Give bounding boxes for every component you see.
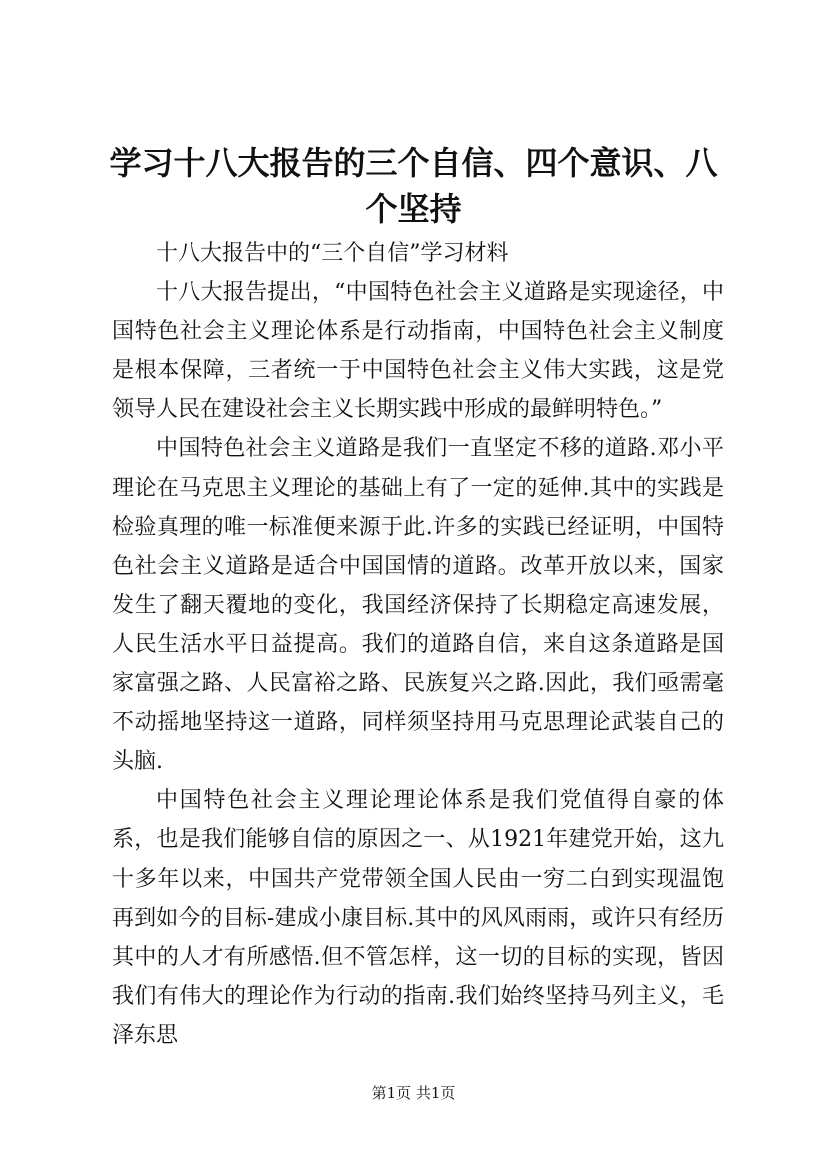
paragraph-heading: 十八大报告中的“三个自信”学习材料: [156, 241, 509, 266]
paragraph: 中国特色社会主义理论理论体系是我们党值得自豪的体系，也是我们能够自信的原因之一、从1921年建党开始，这九十多年以来，中国共产党带领全国人民由一穷二白到实现温饱再到如今的目标-建成小康目标.其中的风风雨雨，或许只有经历其中的人才有所感悟.但不管怎样，这一切的目标的实现，皆因我们有伟大的理论作为行动的指南.我们始终坚持马列主义，毛泽东思: [112, 788, 724, 1048]
paragraph: 十八大报告提出，“中国特色社会主义道路是实现途径，中国特色社会主义理论体系是行动指南，中国特色社会主义制度是根本保障，三者统一于中国特色社会主义伟大实践，这是党领导人民在建设社会主义长期实践中形成的最鲜明特色。”: [112, 280, 724, 423]
page-footer: 第1页 共1页: [371, 1084, 456, 1102]
paragraph: 中国特色社会主义道路是我们一直坚定不移的道路.邓小平理论在马克思主义理论的基础上有了一定的延伸.其中的实践是检验真理的唯一标准便来源于此.许多的实践已经证明，中国特色社会主义道路是适合中国国情的道路。改革开放以来，国家发生了翻天覆地的变化，我国经济保持了长期稳定高速发展，人民生活水平日益提高。我们的道路自信，来自这条道路是国家富强之路、人民富裕之路、民族复兴之路.因此，我们亟需毫不动摇地坚持这一道路，同样须坚持用马克思理论武装自己的头脑.: [112, 436, 724, 775]
document-body: [112, 234, 724, 1055]
document-title: 学习十八大报告的三个自信、四个意识、八个坚持: [109, 144, 718, 228]
